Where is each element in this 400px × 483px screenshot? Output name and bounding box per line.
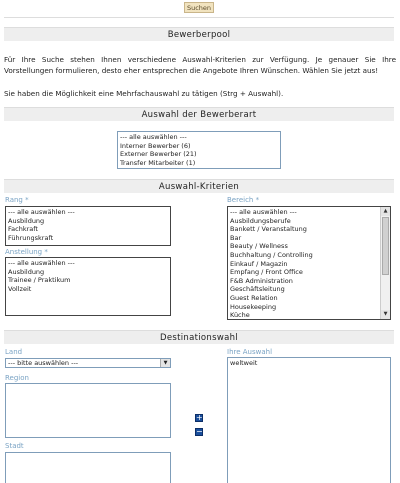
auswahl-listbox[interactable] (227, 357, 391, 483)
list-option[interactable]: Geschäftsleitung (230, 285, 285, 294)
list-option[interactable]: Ausbildungsberufe (230, 216, 291, 225)
region-listbox[interactable] (5, 383, 171, 438)
list-option[interactable]: Buchhaltung / Controlling (230, 250, 313, 259)
pool-title: Bewerberpool (4, 27, 394, 41)
region-label: Region (5, 374, 29, 382)
list-option[interactable]: Empfang / Front Office (230, 268, 303, 277)
list-option[interactable]: Interner Bewerber (6) (120, 141, 191, 150)
list-option[interactable]: weltweit (230, 359, 258, 367)
scroll-thumb[interactable] (382, 217, 389, 275)
list-option[interactable]: Transfer Mitarbeiter (1) (120, 158, 196, 167)
land-select-value: --- bitte auswählen --- (8, 359, 79, 367)
list-option[interactable]: --- alle auswählen --- (230, 208, 297, 216)
list-option[interactable]: Bankett / Veranstaltung (230, 225, 307, 234)
top-divider (4, 17, 394, 18)
list-option[interactable]: Ausbildung (8, 267, 45, 276)
list-option[interactable]: Bar (230, 233, 242, 242)
list-option[interactable]: Einkauf / Magazin (230, 259, 288, 268)
auswahl-label: Ihre Auswahl (227, 348, 273, 356)
bewerberart-listbox[interactable] (117, 131, 281, 169)
kriterien-title: Auswahl-Kriterien (4, 179, 394, 193)
intro-text: Für Ihre Suche stehen Ihnen verschiedene Auswahl-Kriterien zur Verfügung. Je genauer Sie Ihre Vorstellungen formulieren, desto eher entsprechen die Angebote Ihren Wünschen. Wählen Sie jetzt aus! (4, 55, 396, 75)
destination-title: Destinationswahl (4, 330, 394, 344)
list-option[interactable]: Führungskraft (8, 233, 54, 242)
list-option[interactable]: Beauty / Wellness (230, 242, 288, 251)
rang-label: Rang * (5, 196, 29, 204)
multi-select-hint: Sie haben die Möglichkeit eine Mehrfachauswahl zu tätigen (Strg + Auswahl). (4, 89, 284, 98)
bewerberart-title: Auswahl der Bewerberart (4, 107, 394, 121)
list-option[interactable]: --- alle auswählen --- (120, 133, 187, 141)
list-option[interactable]: --- alle auswählen --- (8, 208, 75, 216)
search-button[interactable]: Suchen (184, 2, 214, 13)
anstellung-label: Anstellung * (5, 248, 48, 256)
minus-icon[interactable]: − (196, 427, 203, 436)
list-option[interactable]: Trainee / Praktikum (8, 276, 71, 285)
scroll-down-icon[interactable]: ▼ (381, 310, 390, 319)
list-option[interactable]: Externer Bewerber (21) (120, 150, 197, 159)
land-select[interactable] (5, 358, 171, 368)
list-option[interactable]: Küche (230, 311, 250, 320)
list-option[interactable]: Guest Relation (230, 293, 278, 302)
bereich-scrollbar[interactable] (380, 207, 390, 319)
list-option[interactable]: Housekeeping (230, 302, 277, 311)
stadt-label: Stadt (5, 442, 24, 450)
list-option[interactable]: Ausbildung (8, 216, 45, 225)
plus-icon[interactable]: + (196, 413, 203, 422)
scroll-up-icon[interactable]: ▲ (381, 207, 390, 216)
list-option[interactable]: --- alle auswählen --- (8, 259, 75, 267)
bereich-listbox[interactable] (227, 206, 391, 320)
list-option[interactable]: Fachkraft (8, 225, 38, 234)
bereich-label: Bereich * (227, 196, 260, 204)
land-label: Land (5, 348, 23, 356)
stadt-listbox[interactable] (5, 452, 171, 483)
chevron-down-icon[interactable]: ▼ (160, 359, 170, 367)
anstellung-listbox[interactable] (5, 257, 171, 316)
list-option[interactable]: Vollzeit (8, 284, 32, 293)
rang-listbox[interactable] (5, 206, 171, 246)
list-option[interactable]: F&B Administration (230, 276, 293, 285)
